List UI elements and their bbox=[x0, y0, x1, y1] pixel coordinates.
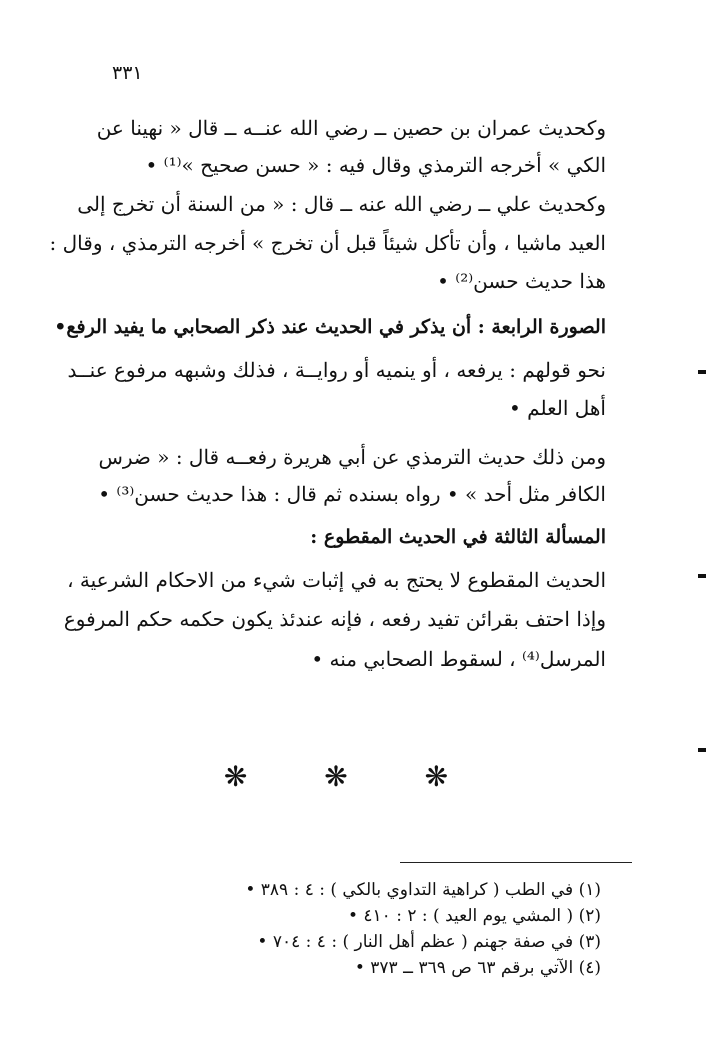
scan-edge-mark bbox=[698, 370, 706, 374]
body-line-8: أهل العلم • bbox=[509, 396, 606, 420]
footnote-4: (٤) الآتي برقم ٦٣ ص ٣٦٩ ــ ٣٧٣ • bbox=[354, 958, 601, 978]
section-separator: ❋ ❋ ❋ bbox=[223, 760, 483, 793]
footnote-divider bbox=[400, 862, 632, 863]
footnote-2: (٢) ( المشي يوم العيد ) : ٢ : ٤١٠ • bbox=[347, 906, 601, 926]
body-line-2: الكي » أخرجه الترمذي وقال فيه : « حسن صحيح »⁽¹⁾ • bbox=[145, 153, 606, 177]
footnote-1: (١) في الطب ( كراهية التداوي بالكي ) : ٤ : ٣٨٩ • bbox=[245, 880, 601, 900]
body-line-10: الكافر مثل أحد » • رواه بسنده ثم قال : هذا حديث حسن⁽³⁾ • bbox=[98, 482, 606, 506]
body-line-4: العيد ماشيا ، وأن تأكل شيئاً قبل أن تخرج » أخرجه الترمذي ، وقال : bbox=[49, 231, 606, 255]
body-line-3: وكحديث علي ــ رضي الله عنه ــ قال : « من السنة أن تخرج إلى bbox=[77, 192, 606, 216]
footnote-3: (٣) في صفة جهنم ( عظم أهل النار ) : ٤ : ٧٠٤ • bbox=[257, 932, 601, 952]
body-line-12: الحديث المقطوع لا يحتج به في إثبات شيء من الاحكام الشرعية ، bbox=[67, 568, 606, 592]
body-line-1: وكحديث عمران بن حصين ــ رضي الله عنــه ــ قال « نهينا عن bbox=[96, 116, 606, 140]
body-line-7: نحو قولهم : يرفعه ، أو ينميه أو روايــة ، فذلك وشبهه مرفوع عنــد bbox=[67, 358, 606, 382]
scan-edge-mark bbox=[698, 574, 706, 578]
page-number: ٣٣١ bbox=[112, 62, 143, 84]
body-line-5: هذا حديث حسن⁽²⁾ • bbox=[437, 269, 606, 293]
body-line-9: ومن ذلك حديث الترمذي عن أبي هريرة رفعــه قال : « ضرس bbox=[98, 445, 606, 469]
body-line-14: المرسل⁽⁴⁾ ، لسقوط الصحابي منه • bbox=[311, 647, 606, 671]
section-heading-third-issue: المسألة الثالثة في الحديث المقطوع : bbox=[310, 526, 606, 548]
scan-edge-mark bbox=[698, 748, 706, 752]
body-line-13: وإذا احتف بقرائن تفيد رفعه ، فإنه عندئذ يكون حكمه حكم المرفوع bbox=[63, 607, 606, 631]
section-heading-fourth-form: الصورة الرابعة : أن يذكر في الحديث عند ذكر الصحابي ما يفيد الرفع• bbox=[54, 316, 606, 338]
